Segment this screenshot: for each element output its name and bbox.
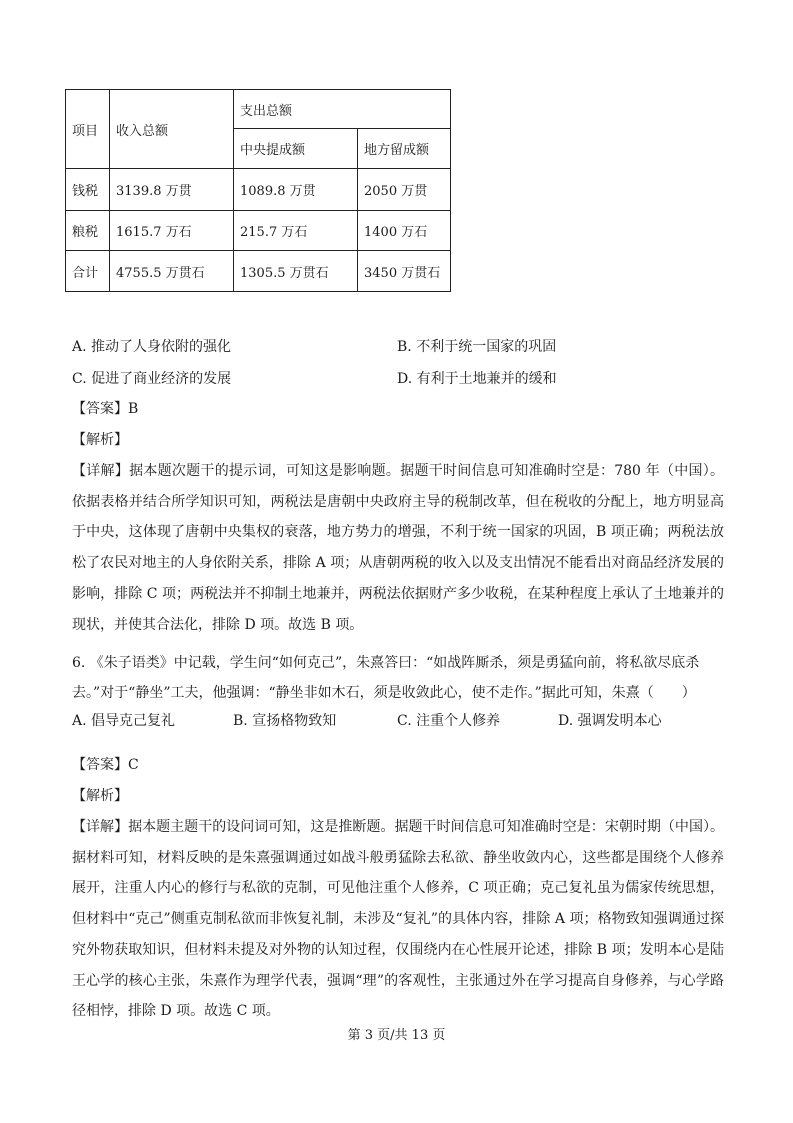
cell-income: 3139.8 万贯 xyxy=(110,169,234,211)
header-expense-total: 支出总额 xyxy=(234,90,451,129)
page-footer: 第 3 页/共 13 页 xyxy=(347,1028,446,1043)
q5-option-c: C. 促进了商业经济的发展 xyxy=(72,371,232,387)
cell-item: 合计 xyxy=(66,251,110,292)
q5-option-b: B. 不利于统一国家的巩固 xyxy=(397,339,557,355)
q6-answer: 【答案】C xyxy=(72,757,139,773)
table-row xyxy=(66,251,451,292)
q6-options-row xyxy=(72,711,722,731)
q5-analysis-label: 【解析】 xyxy=(72,432,128,448)
q5-answer: 【答案】B xyxy=(72,401,139,417)
q6-option-d: D. 强调发明本心 xyxy=(558,713,662,729)
cell-local: 3450 万贯石 xyxy=(358,251,451,292)
q6-option-c: C. 注重个人修养 xyxy=(397,713,501,729)
cell-central: 1089.8 万贯 xyxy=(234,169,358,211)
cell-item: 粮税 xyxy=(66,211,110,251)
q6-analysis-label: 【解析】 xyxy=(72,788,128,804)
q6-stem: 6. 《朱子语类》中记载，学生问“如何克己”，朱熹答曰：“如战阵厮杀，须是勇猛向前，将私欲尽底杀去。”对于“静坐”工夫，他强调：“静坐非如木石，须是收敛此心，使不走作。”据此可知，朱熹（ ） xyxy=(72,655,700,701)
cell-income: 4755.5 万贯石 xyxy=(110,251,234,292)
q6-detail: 【详解】据本题主题干的设问词可知，这是推断题。据题干时间信息可知准确时空是：宋朝时期（中国）。据材料可知，材料反映的是朱熹强调通过如战斗般勇猛除去私欲、静坐收敛内心，这些都是围绕个人修养展开，注重人内心的修行与私欲的克制，可见他注重个人修养，C 项正确；克己复礼虽为儒家传统思想，但材料中“克己”侧重克制私欲而非恢复礼制，未涉及“复礼”的具体内容，排除 A 项；格物致知强调通过探究外物获取知识，但材料未提及对外物的认知过程，仅围绕内在心性展开论述，排除 B 项；发明本心是陆王心学的核心主张，朱熹作为理学代表，强调“理”的客观性，主张通过外在学习提高自身修养，与心学路径相悖，排除 D 项。故选 C 项。 xyxy=(72,819,724,1020)
header-central: 中央提成额 xyxy=(234,129,358,169)
q5-detail: 【详解】据本题次题干的提示词，可知这是影响题。据题干时间信息可知准确时空是：780 年（中国）。依据表格并结合所学知识可知，两税法是唐朝中央政府主导的税制改革，但在税收的分配上，地方明显高于中央，这体现了唐朝中央集权的衰落，地方势力的增强，不利于统一国家的巩固，B 项正确；两税法放松了农民对地主的人身依附关系，排除 A 项；从唐朝两税的收入以及支出情况不能看出对商品经济发展的影响，排除 C 项；两税法并不抑制土地兼并，两税法依据财产多少收税，在某种程度上承认了土地兼并的现状，并使其合法化，排除 D 项。故选 B 项。 xyxy=(72,463,724,633)
header-income-total: 收入总额 xyxy=(110,90,234,169)
cell-item: 钱税 xyxy=(66,169,110,211)
tax-table xyxy=(65,89,451,292)
header-item: 项目 xyxy=(66,90,110,169)
cell-local: 2050 万贯 xyxy=(358,169,451,211)
cell-local: 1400 万石 xyxy=(358,211,451,251)
q5-option-d: D. 有利于土地兼并的缓和 xyxy=(397,371,557,387)
cell-central: 215.7 万石 xyxy=(234,211,358,251)
q5-options-row-1 xyxy=(72,337,722,357)
q5-options-row-2 xyxy=(72,369,722,389)
q6-option-a: A. 倡导克己复礼 xyxy=(72,713,176,729)
cell-central: 1305.5 万贯石 xyxy=(234,251,358,292)
q5-option-a: A. 推动了人身依附的强化 xyxy=(72,339,232,355)
table-row xyxy=(66,211,451,251)
header-local: 地方留成额 xyxy=(358,129,451,169)
table-row xyxy=(66,169,451,211)
q6-option-b: B. 宣扬格物致知 xyxy=(233,713,337,729)
cell-income: 1615.7 万石 xyxy=(110,211,234,251)
